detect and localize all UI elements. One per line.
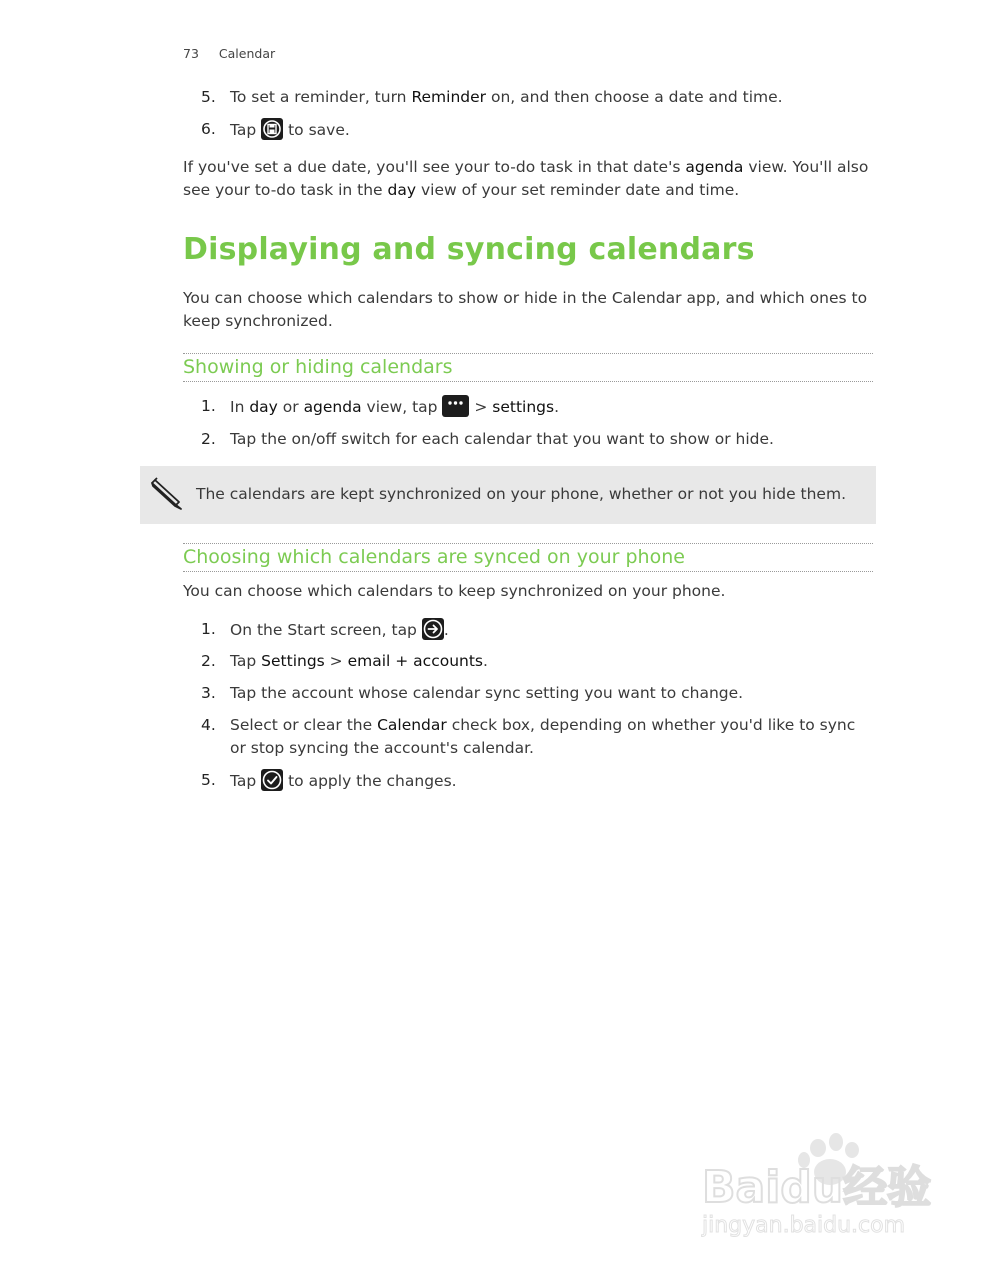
step-text: Select or clear the Calendar check box, depending on whether you'd like to sync or stop syncing the account's calendar. [230, 716, 856, 757]
divider [183, 543, 873, 544]
step-number: 1. [201, 397, 216, 415]
step-text: Tap to apply the changes. [230, 769, 875, 793]
step-text: To set a reminder, turn Reminder on, and then choose a date and time. [230, 88, 783, 106]
step-text: Tap to save. [230, 118, 875, 142]
save-icon [261, 118, 283, 140]
pencil-icon [148, 476, 184, 512]
page-header [183, 46, 275, 61]
step-number: 5. [201, 771, 216, 789]
step-number: 3. [201, 684, 216, 702]
divider [183, 353, 873, 354]
step-number: 5. [201, 88, 216, 106]
subsection-intro: You can choose which calendars to keep synchronized on your phone. [183, 582, 726, 600]
step-text: Tap the on/off switch for each calendar that you want to show or hide. [230, 430, 774, 448]
chapter-title: Calendar [218, 46, 276, 61]
more-options-icon [442, 395, 469, 417]
subsection-heading: Choosing which calendars are synced on your phone [183, 546, 685, 568]
svg-text:Baidu经验: Baidu经验 [702, 1162, 932, 1213]
divider [183, 381, 873, 382]
due-date-paragraph: If you've set a due date, you'll see your to-do task in that date's agenda view. You'll also see your to-do task in the day view of your set reminder date and time. [183, 158, 869, 199]
step-number: 2. [201, 430, 216, 448]
step-text: In day or agenda view, tap > settings. [230, 395, 875, 419]
divider [183, 571, 873, 572]
page-number: 73 [183, 46, 199, 61]
step-number: 4. [201, 716, 216, 734]
step-text: Tap the account whose calendar sync setting you want to change. [230, 684, 744, 702]
section-heading: Displaying and syncing calendars [183, 232, 755, 267]
baidu-watermark [700, 1130, 940, 1250]
svg-text:jingyan.baidu.com: jingyan.baidu.com [702, 1213, 906, 1238]
step-number: 1. [201, 620, 216, 638]
section-intro: You can choose which calendars to show or hide in the Calendar app, and which ones to keep synchronized. [183, 289, 868, 330]
step-number: 6. [201, 120, 216, 138]
subsection-heading: Showing or hiding calendars [183, 356, 453, 378]
note-text: The calendars are kept synchronized on your phone, whether or not you hide them. [196, 485, 846, 503]
arrow-right-icon [422, 618, 444, 640]
step-number: 2. [201, 652, 216, 670]
check-icon [261, 769, 283, 791]
step-text: Tap Settings > email + accounts. [230, 652, 488, 670]
step-text: On the Start screen, tap . [230, 618, 875, 642]
note-box [140, 466, 876, 524]
